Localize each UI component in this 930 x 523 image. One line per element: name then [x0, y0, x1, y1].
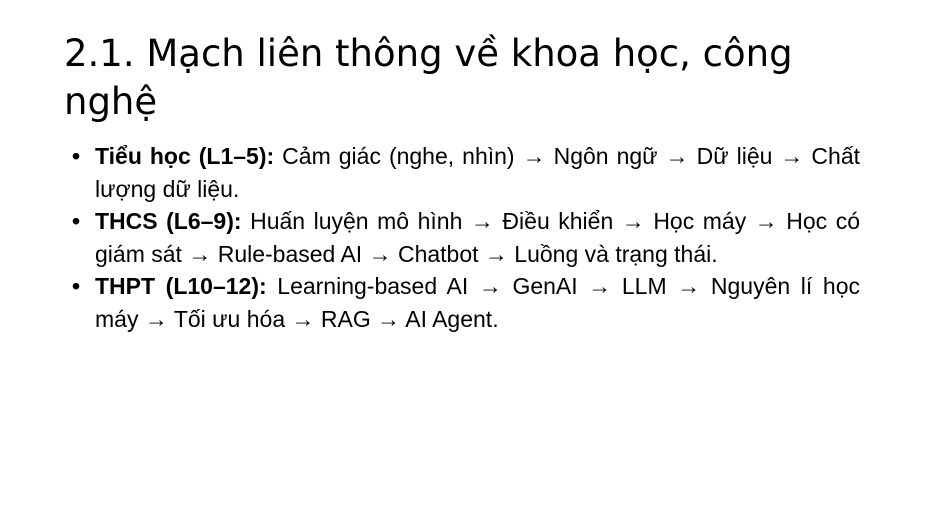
list-item-thpt [72, 270, 860, 335]
level-text: Cảm giác (nghe, nhìn) → Ngôn ngữ → Dữ liệu → Chất lượng dữ liệu. [95, 143, 860, 202]
bullet-icon: • [72, 273, 81, 299]
list-item-thcs [72, 205, 860, 270]
list-item-tieu-hoc [72, 140, 860, 205]
level-label: THCS (L6–9): [95, 208, 242, 234]
slide-title: 2.1. Mạch liên thông về khoa học, công nghệ [64, 32, 793, 123]
bullet-list [72, 140, 860, 335]
level-text: Huấn luyện mô hình → Điều khiển → Học máy → Học có giám sát → Rule-based AI → Chatbot → Luồng và trạng thái. [95, 208, 860, 267]
bullet-icon: • [72, 208, 81, 234]
bullet-icon: • [72, 143, 81, 169]
level-text: Learning-based AI → GenAI → LLM → Nguyên lí học máy → Tối ưu hóa → RAG → AI Agent. [95, 273, 860, 332]
level-label: THPT (L10–12): [95, 273, 267, 299]
level-label: Tiểu học (L1–5): [95, 143, 275, 169]
